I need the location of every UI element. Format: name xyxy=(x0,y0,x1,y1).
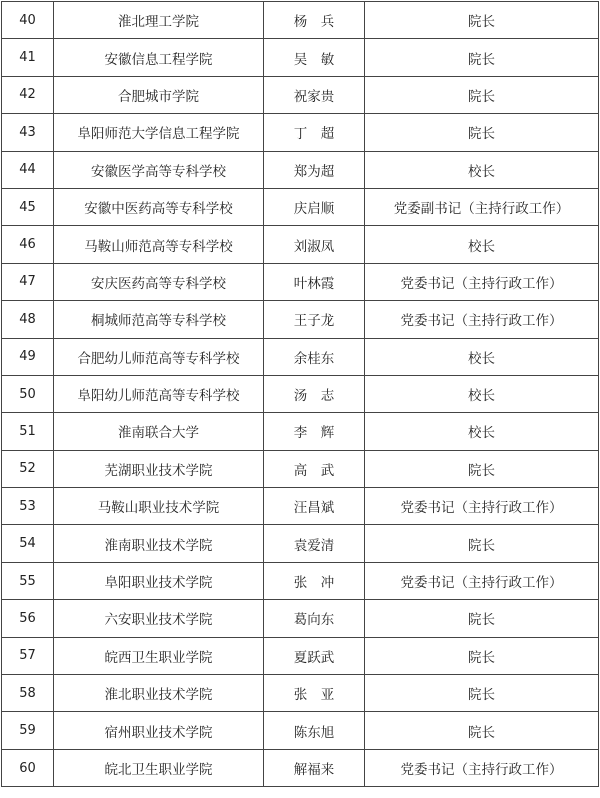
table-row xyxy=(2,76,599,113)
position-title: 校长 xyxy=(365,226,599,263)
person-name: 夏跃武 xyxy=(264,637,365,674)
school-name: 芜湖职业技术学院 xyxy=(54,450,264,487)
person-name: 叶林霞 xyxy=(264,263,365,300)
row-number: 56 xyxy=(2,600,54,637)
position-title: 校长 xyxy=(365,413,599,450)
position-title: 院长 xyxy=(365,39,599,76)
position-title: 校长 xyxy=(365,375,599,412)
school-name: 合肥幼儿师范高等专科学校 xyxy=(54,338,264,375)
person-name: 余桂东 xyxy=(264,338,365,375)
table-row xyxy=(2,562,599,599)
position-title: 院长 xyxy=(365,114,599,151)
person-name: 高 武 xyxy=(264,450,365,487)
row-number: 41 xyxy=(2,39,54,76)
position-title: 院长 xyxy=(365,525,599,562)
school-name: 合肥城市学院 xyxy=(54,76,264,113)
person-name: 杨 兵 xyxy=(264,2,365,39)
school-name: 宿州职业技术学院 xyxy=(54,712,264,749)
person-name: 刘淑凤 xyxy=(264,226,365,263)
row-number: 49 xyxy=(2,338,54,375)
person-name: 郑为超 xyxy=(264,151,365,188)
school-name: 阜阳幼儿师范高等专科学校 xyxy=(54,375,264,412)
person-name: 李 辉 xyxy=(264,413,365,450)
table-row xyxy=(2,114,599,151)
row-number: 54 xyxy=(2,525,54,562)
school-name: 阜阳职业技术学院 xyxy=(54,562,264,599)
person-name: 袁爱清 xyxy=(264,525,365,562)
school-name: 安徽中医药高等专科学校 xyxy=(54,188,264,225)
person-name: 汤 志 xyxy=(264,375,365,412)
position-title: 院长 xyxy=(365,76,599,113)
position-title: 院长 xyxy=(365,675,599,712)
position-title: 校长 xyxy=(365,338,599,375)
person-name: 解福来 xyxy=(264,749,365,786)
position-title: 院长 xyxy=(365,2,599,39)
school-name: 淮南联合大学 xyxy=(54,413,264,450)
position-title: 党委书记（主持行政工作） xyxy=(365,301,599,338)
row-number: 60 xyxy=(2,749,54,786)
school-name: 马鞍山职业技术学院 xyxy=(54,488,264,525)
person-name: 庆启顺 xyxy=(264,188,365,225)
table-row xyxy=(2,488,599,525)
table-row xyxy=(2,151,599,188)
table-row xyxy=(2,338,599,375)
position-title: 党委副书记（主持行政工作） xyxy=(365,188,599,225)
table-row xyxy=(2,637,599,674)
school-name: 安徽医学高等专科学校 xyxy=(54,151,264,188)
position-title: 党委书记（主持行政工作） xyxy=(365,488,599,525)
school-name: 淮北职业技术学院 xyxy=(54,675,264,712)
row-number: 42 xyxy=(2,76,54,113)
row-number: 55 xyxy=(2,562,54,599)
position-title: 校长 xyxy=(365,151,599,188)
school-name: 马鞍山师范高等专科学校 xyxy=(54,226,264,263)
school-name: 淮北理工学院 xyxy=(54,2,264,39)
position-title: 院长 xyxy=(365,637,599,674)
position-title: 院长 xyxy=(365,450,599,487)
person-name: 丁 超 xyxy=(264,114,365,151)
position-title: 院长 xyxy=(365,712,599,749)
table-row xyxy=(2,712,599,749)
person-name: 张 亚 xyxy=(264,675,365,712)
row-number: 59 xyxy=(2,712,54,749)
school-name: 六安职业技术学院 xyxy=(54,600,264,637)
row-number: 57 xyxy=(2,637,54,674)
school-name: 桐城师范高等专科学校 xyxy=(54,301,264,338)
table-row xyxy=(2,525,599,562)
position-title: 党委书记（主持行政工作） xyxy=(365,562,599,599)
school-name: 阜阳师范大学信息工程学院 xyxy=(54,114,264,151)
person-name: 葛向东 xyxy=(264,600,365,637)
person-name: 陈东旭 xyxy=(264,712,365,749)
row-number: 51 xyxy=(2,413,54,450)
table-row xyxy=(2,301,599,338)
leaders-table-body xyxy=(2,2,599,787)
table-row xyxy=(2,226,599,263)
table-row xyxy=(2,375,599,412)
person-name: 吴 敏 xyxy=(264,39,365,76)
row-number: 44 xyxy=(2,151,54,188)
person-name: 祝家贵 xyxy=(264,76,365,113)
person-name: 张 冲 xyxy=(264,562,365,599)
row-number: 58 xyxy=(2,675,54,712)
row-number: 43 xyxy=(2,114,54,151)
row-number: 52 xyxy=(2,450,54,487)
school-name: 淮南职业技术学院 xyxy=(54,525,264,562)
table-row xyxy=(2,749,599,786)
row-number: 48 xyxy=(2,301,54,338)
position-title: 党委书记（主持行政工作） xyxy=(365,263,599,300)
leaders-table xyxy=(1,1,599,787)
school-name: 安庆医药高等专科学校 xyxy=(54,263,264,300)
row-number: 40 xyxy=(2,2,54,39)
position-title: 院长 xyxy=(365,600,599,637)
row-number: 53 xyxy=(2,488,54,525)
table-row xyxy=(2,2,599,39)
school-name: 皖西卫生职业学院 xyxy=(54,637,264,674)
table-row xyxy=(2,413,599,450)
school-name: 安徽信息工程学院 xyxy=(54,39,264,76)
row-number: 50 xyxy=(2,375,54,412)
person-name: 王子龙 xyxy=(264,301,365,338)
table-row xyxy=(2,188,599,225)
table-row xyxy=(2,675,599,712)
person-name: 汪昌斌 xyxy=(264,488,365,525)
row-number: 45 xyxy=(2,188,54,225)
row-number: 47 xyxy=(2,263,54,300)
school-name: 皖北卫生职业学院 xyxy=(54,749,264,786)
table-row xyxy=(2,39,599,76)
table-row xyxy=(2,450,599,487)
position-title: 党委书记（主持行政工作） xyxy=(365,749,599,786)
table-row xyxy=(2,263,599,300)
row-number: 46 xyxy=(2,226,54,263)
table-row xyxy=(2,600,599,637)
